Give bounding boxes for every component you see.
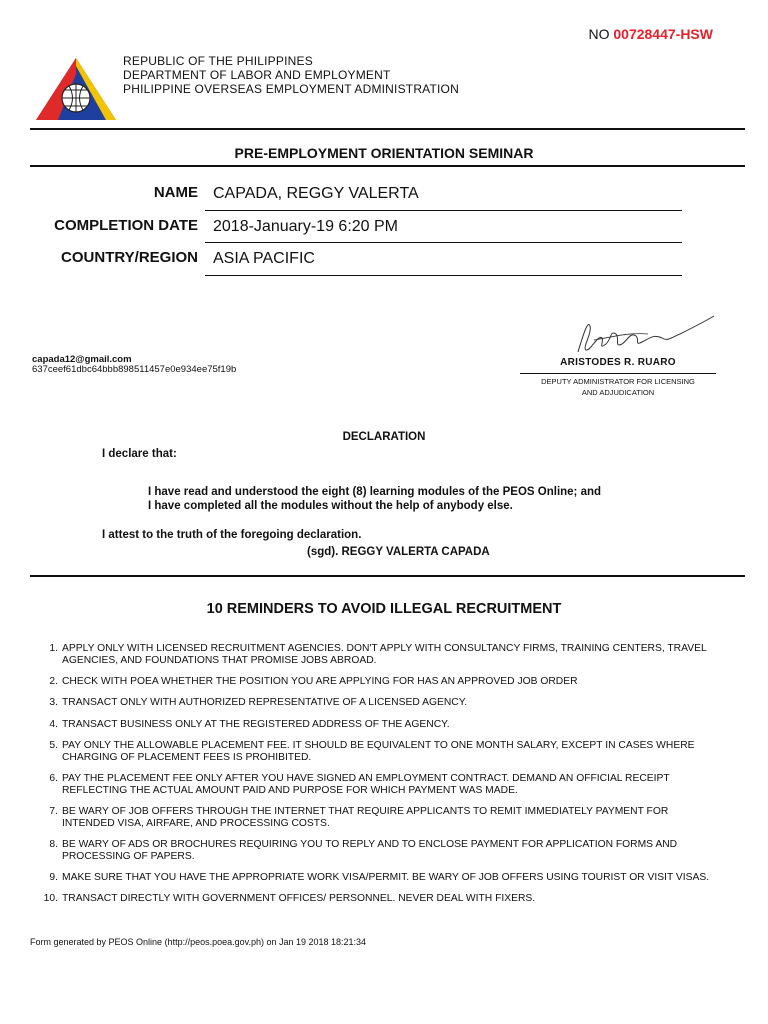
declaration-signed: (sgd). REGGY VALERTA CAPADA xyxy=(307,546,490,558)
name-underline xyxy=(205,210,682,211)
signatory-title-line2: AND ADJUDICATION xyxy=(581,388,655,397)
declaration-line2: I have completed all the modules without the help of anybody else. xyxy=(148,500,513,512)
completion-date-value: 2018-January-19 6:20 PM xyxy=(213,218,398,235)
completion-date-label: COMPLETION DATE xyxy=(54,217,198,234)
list-item-text: TRANSACT ONLY WITH AUTHORIZED REPRESENTATIVE OF A LICENSED AGENCY. xyxy=(62,697,468,709)
header-bottom-rule xyxy=(30,165,745,167)
signatory-title xyxy=(518,376,718,398)
list-item xyxy=(30,719,720,731)
list-item-number: 9. xyxy=(49,872,58,884)
list-item-text: CHECK WITH POEA WHETHER THE POSITION YOU ARE APPLYING FOR HAS AN APPROVED JOB ORDER xyxy=(62,675,578,687)
list-item-text: PAY THE PLACEMENT FEE ONLY AFTER YOU HAVE SIGNED AN EMPLOYMENT CONTRACT. DEMAND AN OFFICIAL RECEIPT REFLECTING THE ACTUAL AMOUNT PAID AND PURPOSE FOR WHICH PAYMENT WAS MADE. xyxy=(62,773,670,796)
list-item xyxy=(30,893,720,905)
agency-header xyxy=(123,54,459,96)
list-item-text: APPLY ONLY WITH LICENSED RECRUITMENT AGENCIES. DON'T APPLY WITH CONSULTANCY FIRMS, TRAINING CENTERS, TRAVEL AGENCIES, AND FOUNDATIONS THAT PROMISE JOBS ABROAD. xyxy=(62,643,707,666)
list-item-text: PAY ONLY THE ALLOWABLE PLACEMENT FEE. IT SHOULD BE EQUIVALENT TO ONE MONTH SALARY, EXCEPT IN CASES WHERE CHARGING OF PLACEMENT FEES IS PROHIBITED. xyxy=(62,740,695,763)
agency-line-republic: REPUBLIC OF THE PHILIPPINES xyxy=(123,54,313,68)
applicant-email: capada12@gmail.com xyxy=(32,354,132,365)
certificate-no-label: NO xyxy=(588,26,610,42)
list-item-number: 5. xyxy=(49,740,58,752)
signature-image xyxy=(568,312,718,358)
list-item xyxy=(30,676,720,688)
form-footer: Form generated by PEOS Online (http://peos.poea.gov.ph) on Jan 19 2018 18:21:34 xyxy=(30,937,367,947)
name-label: NAME xyxy=(153,184,198,201)
list-item xyxy=(30,872,720,884)
certificate-number-value: 00728447-HSW xyxy=(613,26,713,42)
completion-date-underline xyxy=(205,242,682,243)
agency-line-poea: PHILIPPINE OVERSEAS EMPLOYMENT ADMINISTRATION xyxy=(123,82,459,96)
list-item xyxy=(30,773,720,796)
declaration-attest: I attest to the truth of the foregoing declaration. xyxy=(102,529,362,541)
list-item-text: MAKE SURE THAT YOU HAVE THE APPROPRIATE WORK VISA/PERMIT. BE WARY OF JOB OFFERS USING TOURIST OR VISIT VISAS. xyxy=(62,872,710,884)
list-item-number: 3. xyxy=(49,697,58,709)
list-item xyxy=(30,806,720,829)
declaration-statement xyxy=(148,485,601,513)
list-item xyxy=(30,643,720,666)
certificate-number xyxy=(588,26,713,42)
applicant-hash: 637ceef61dbc64bbb898511457e0e934ee75f19b xyxy=(32,364,237,375)
list-item-number: 1. xyxy=(49,643,58,654)
declaration-line1: I have read and understood the eight (8) learning modules of the PEOS Online; and xyxy=(148,486,602,498)
declaration-bottom-rule xyxy=(30,575,745,577)
list-item-text: BE WARY OF JOB OFFERS THROUGH THE INTERNET THAT REQUIRE APPLICANTS TO REMIT IMMEDIATELY PAYMENT FOR INTENDED VISA, AIRFARE, AND PROCESSING COSTS. xyxy=(62,806,669,829)
signatory-block xyxy=(518,312,718,402)
signatory-title-line1: DEPUTY ADMINISTRATOR FOR LICENSING xyxy=(541,377,695,386)
reminders-list xyxy=(30,643,720,915)
list-item xyxy=(30,697,720,709)
country-region-underline xyxy=(205,275,682,276)
list-item-number: 10. xyxy=(43,893,58,905)
declaration-intro: I declare that: xyxy=(102,448,177,460)
name-value: CAPADA, REGGY VALERTA xyxy=(213,185,419,202)
header-top-rule xyxy=(30,128,745,130)
agency-line-dole: DEPARTMENT OF LABOR AND EMPLOYMENT xyxy=(123,68,391,82)
list-item xyxy=(30,839,720,862)
country-region-label: COUNTRY/REGION xyxy=(61,249,198,266)
list-item-number: 4. xyxy=(49,718,58,730)
country-region-value: ASIA PACIFIC xyxy=(213,250,315,267)
reminders-title: 10 REMINDERS TO AVOID ILLEGAL RECRUITMENT xyxy=(206,601,562,617)
document-title: PRE-EMPLOYMENT ORIENTATION SEMINAR xyxy=(234,145,534,161)
signatory-name: ARISTODES R. RUARO xyxy=(560,357,676,368)
list-item-number: 7. xyxy=(49,806,58,818)
declaration-title: DECLARATION xyxy=(342,431,426,443)
list-item-text: BE WARY OF ADS OR BROCHURES REQUIRING YOU TO REPLY AND TO ENCLOSE PAYMENT FOR APPLICATION FORMS AND PROCESSING OF PAPERS. xyxy=(62,839,678,862)
poea-logo-icon xyxy=(36,56,116,122)
list-item-text: TRANSACT BUSINESS ONLY AT THE REGISTERED ADDRESS OF THE AGENCY. xyxy=(62,718,450,730)
list-item-text: TRANSACT DIRECTLY WITH GOVERNMENT OFFICES/ PERSONNEL. NEVER DEAL WITH FIXERS. xyxy=(62,893,536,905)
list-item-number: 8. xyxy=(49,839,58,851)
list-item xyxy=(30,740,720,763)
signatory-rule xyxy=(520,373,716,374)
list-item-number: 6. xyxy=(49,773,58,785)
list-item-number: 2. xyxy=(49,675,58,687)
